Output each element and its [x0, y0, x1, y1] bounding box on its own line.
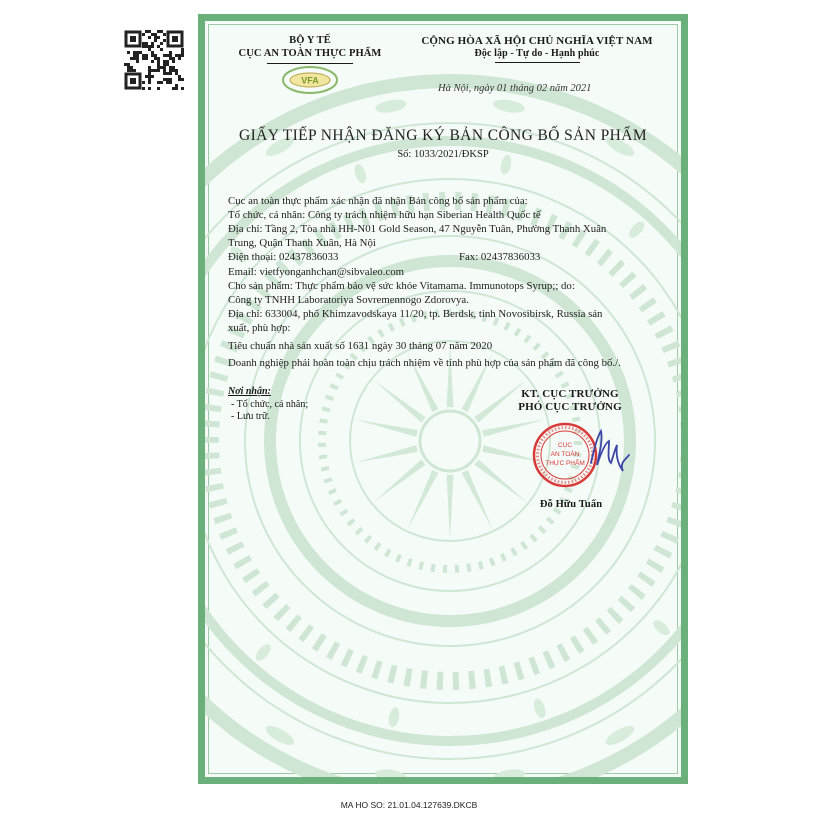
vfa-logo-text: VFA [301, 75, 319, 86]
recipient-item: - Tổ chức, cá nhân; [231, 399, 309, 410]
drum-figure-motif [532, 697, 548, 719]
manufacturer-address-1: Địa chỉ: 633004, phố Khimzavodskaya 11/20, tp. Berdsk, tỉnh Novosibirsk, Russia sản [228, 308, 603, 320]
right-header-rule [495, 62, 580, 63]
phone-line: Điện thoại: 02437836033 [228, 251, 339, 263]
stamp-text-2: AN TOÀN [550, 451, 580, 458]
drum-bird-motif [374, 767, 408, 777]
drum-star-ray [462, 470, 493, 529]
manufacturer-address-2: xuất, phù hợp: [228, 322, 291, 334]
signer-name: Đỗ Hữu Tuấn [539, 499, 603, 510]
fax-line: Fax: 02437836033 [459, 251, 541, 263]
official-stamp-and-signature [531, 419, 651, 491]
recipient-item: - Lưu trữ. [231, 411, 270, 422]
drum-figure-motif [352, 163, 368, 185]
drum-star-ray [407, 470, 438, 529]
qr-code-icon [124, 30, 184, 90]
product-line: Cho sản phẩm: Thực phẩm bảo vệ sức khỏe Vitamama. Immunotops Syrup;; do: [228, 280, 575, 292]
document-title: GIẤY TIẾP NHẬN ĐĂNG KÝ BẢN CÔNG BỐ SẢN PHẨM [238, 127, 647, 144]
vfa-logo-icon [281, 65, 339, 95]
drum-bird-motif [492, 767, 526, 777]
address-line-2: Trung, Quận Thanh Xuân, Hà Nội [228, 237, 376, 249]
drum-star-ray [373, 380, 425, 423]
drum-figure-motif [651, 617, 673, 638]
email-line: Email: vietfyonganhchan@sibvaleo.com [228, 266, 405, 278]
official-stamp-icon [534, 424, 596, 486]
drum-figure-motif [387, 707, 401, 729]
drum-figure-motif [253, 642, 274, 664]
document-number: Số: 1033/2021/ĐKSP [397, 149, 489, 160]
stamp-text-3: THỰC PHẨM [545, 460, 585, 467]
intro-text: Cục an toàn thực phẩm xác nhận đã nhận Bản công bố sản phẩm của: [228, 195, 528, 207]
left-header-rule [267, 63, 353, 64]
drum-star-ray [447, 475, 454, 539]
stamp-text-1: CỤC [557, 442, 573, 449]
file-code-footer: MA HO SO: 21.01.04.127639.DKCB [340, 800, 478, 810]
manufacturer-line: Công ty TNHH Laboratoriya Sovremennogo Zdorovya. [228, 294, 469, 306]
drum-bird-motif [492, 97, 526, 114]
responsibility-line: Doanh nghiệp phải hoàn toàn chịu trách nhiệm về tính phù hợp của sản phẩm đã công bố./. [228, 357, 621, 369]
ministry-name: BỘ Y TẾ [289, 35, 331, 46]
national-motto: Độc lập - Tự do - Hạnh phúc [474, 48, 600, 59]
drum-star-ray [373, 459, 425, 502]
organization-line: Tổ chức, cá nhân: Công ty trách nhiệm hữu hạn Siberian Health Quốc tế [228, 209, 541, 221]
standard-line: Tiêu chuẩn nhà sản xuất số 1631 ngày 30 tháng 07 năm 2020 [228, 340, 493, 352]
issue-date: Hà Nội, ngày 01 tháng 02 năm 2021 [438, 83, 592, 94]
signature-title-2: PHÓ CỤC TRƯỞNG [518, 401, 622, 413]
address-line-1: Địa chỉ: Tầng 2, Tòa nhà HH-N01 Gold Season, 47 Nguyễn Tuân, Phường Thanh Xuân [228, 223, 607, 235]
certificate-sheet [198, 14, 688, 784]
drum-star-ray [354, 445, 417, 463]
department-name: CỤC AN TOÀN THỰC PHẨM [238, 48, 382, 59]
drum-bird-motif [374, 97, 408, 114]
recipients-label: Nơi nhận: [228, 386, 271, 397]
drum-star-ray [474, 459, 526, 502]
drum-star-ray [354, 419, 417, 437]
drum-figure-motif [626, 219, 647, 241]
signature-title-1: KT. CỤC TRƯỞNG [521, 388, 619, 400]
country-name: CỘNG HÒA XÃ HỘI CHỦ NGHĨA VIỆT NAM [421, 35, 653, 47]
